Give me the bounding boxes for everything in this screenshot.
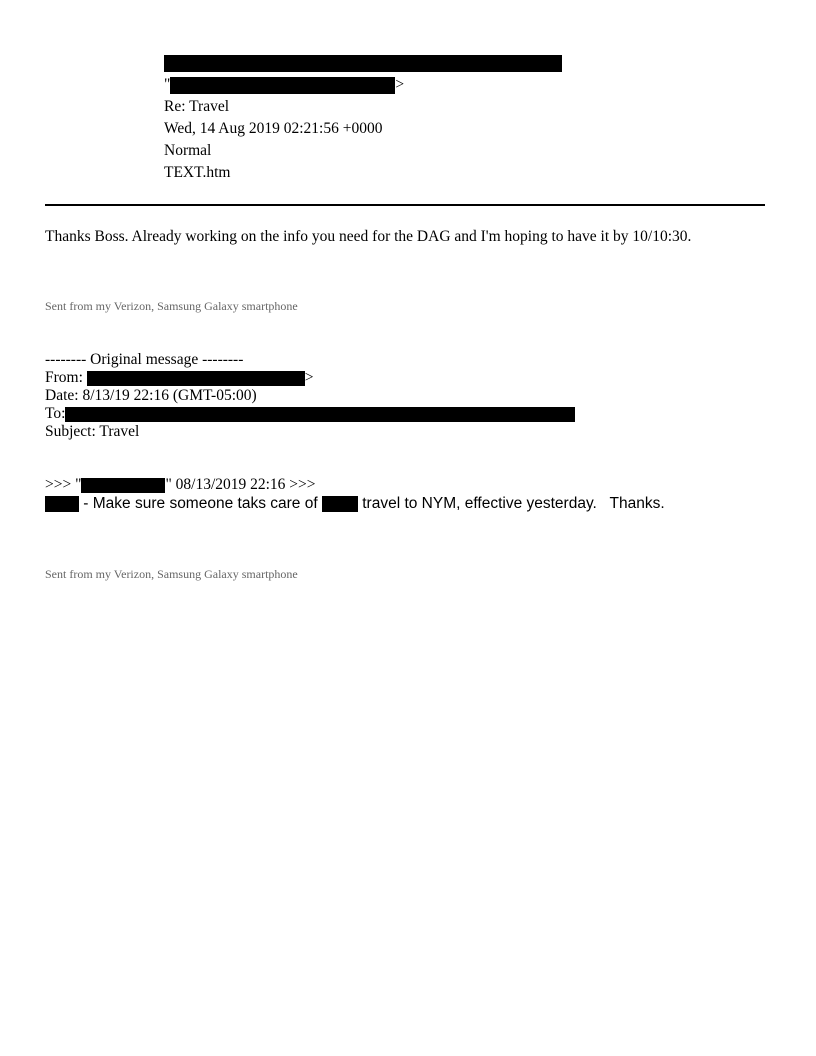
from-value [164,52,562,74]
original-to-label: To: [45,405,66,422]
quoted-message [45,494,665,514]
original-subject-line: Subject: Travel [45,423,140,440]
redaction-block [322,496,358,512]
redaction-block [164,55,562,72]
quoted-header [45,476,316,494]
reply-signature: Sent from my Verizon, Samsung Galaxy smartphone [45,299,298,313]
original-date-line: Date: 8/13/19 22:16 (GMT-05:00) [45,387,257,404]
redaction-block [65,407,575,422]
original-from-suffix: > [304,369,314,386]
original-to-line [45,405,575,423]
quoted-message-part1: - Make sure someone taks care of [79,495,322,512]
redaction-block [45,496,79,512]
to-prefix: " [164,76,171,93]
original-from-label: From: [45,369,83,386]
subject-value: Re: Travel [164,98,230,115]
original-signature: Sent from my Verizon, Samsung Galaxy smartphone [45,567,298,581]
header-divider [45,204,765,206]
redaction-block [81,478,165,493]
original-separator: -------- Original message -------- [45,351,244,368]
redaction-block [170,77,395,94]
quote-prefix: >>> " [45,476,82,493]
quote-suffix: " 08/13/2019 22:16 >>> [165,476,316,493]
original-from-line [45,369,575,387]
reply-text: Thanks Boss. Already working on the info you need for the DAG and I'm hoping to have it by 10/10:30. [45,228,692,245]
quoted-message-part2: travel to NYM, effective yesterday. Thanks. [357,495,665,512]
importance-value: Normal [164,142,212,159]
attachments-value: TEXT.htm [164,164,231,181]
date-value: Wed, 14 Aug 2019 02:21:56 +0000 [164,120,383,137]
to-suffix: > [395,76,405,93]
original-message [45,351,575,441]
redaction-block [87,371,305,386]
to-value [164,74,404,96]
